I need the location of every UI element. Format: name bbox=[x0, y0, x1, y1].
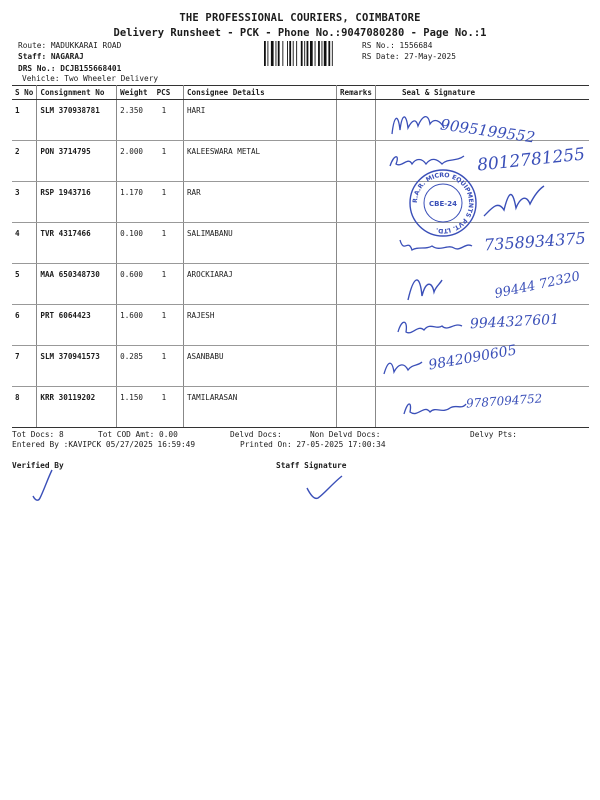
barcode-bar bbox=[287, 41, 288, 66]
col-weight: Weight bbox=[117, 86, 154, 100]
row-pcs: 1 bbox=[154, 182, 184, 223]
handwritten-phone-8: 9787094752 bbox=[465, 391, 543, 411]
barcode-bar bbox=[324, 41, 327, 66]
barcode-bar bbox=[315, 41, 316, 66]
signature-scribble-5 bbox=[404, 270, 444, 304]
vehicle-label: Vehicle: Two Wheeler Delivery bbox=[22, 74, 159, 83]
barcode-bar bbox=[282, 41, 283, 66]
staff-signature-tick bbox=[304, 472, 344, 502]
row-remarks bbox=[336, 182, 375, 223]
runsheet-title: Delivery Runsheet - PCK - Phone No.:9047080280 - Page No.:1 bbox=[113, 27, 487, 39]
row-weight: 0.100 bbox=[117, 223, 154, 264]
signature-scribble-4 bbox=[396, 232, 476, 258]
row-consignee: HARI bbox=[183, 100, 336, 141]
signature-scribble-3 bbox=[478, 180, 550, 224]
row-weight: 2.000 bbox=[117, 141, 154, 182]
row-pcs: 1 bbox=[154, 387, 184, 428]
row-sno: 5 bbox=[12, 264, 37, 305]
row-pcs: 1 bbox=[154, 264, 184, 305]
row-consignee: RAR bbox=[183, 182, 336, 223]
row-sno: 6 bbox=[12, 305, 37, 346]
barcode-bar bbox=[332, 41, 333, 66]
company-name: THE PROFESSIONAL COURIERS, COIMBATORE bbox=[179, 12, 421, 24]
barcode-bar bbox=[328, 41, 330, 66]
stamp-center-text: CBE-24 bbox=[429, 200, 457, 208]
row-sno: 3 bbox=[12, 182, 37, 223]
handwritten-phone-2: 8012781255 bbox=[476, 144, 586, 176]
row-consignment-no: KRR 30119202 bbox=[37, 387, 117, 428]
row-weight: 0.600 bbox=[117, 264, 154, 305]
row-remarks bbox=[336, 264, 375, 305]
col-sno: S No bbox=[12, 86, 37, 100]
row-consignment-no: TVR 4317466 bbox=[37, 223, 117, 264]
col-pcs: PCS bbox=[154, 86, 184, 100]
col-consignee: Consignee Details bbox=[183, 86, 336, 100]
row-weight: 1.600 bbox=[117, 305, 154, 346]
barcode-bar bbox=[276, 41, 277, 66]
barcode-bar bbox=[296, 41, 297, 66]
staff-signature-label: Staff Signature bbox=[276, 461, 347, 470]
handwritten-phone-6: 9944327601 bbox=[469, 311, 560, 333]
col-consignment-no: Consignment No bbox=[37, 86, 117, 100]
total-docs: Tot Docs: 8 bbox=[12, 430, 64, 439]
non-delivered-docs: Non Delvd Docs: bbox=[310, 430, 381, 439]
barcode-bar bbox=[322, 41, 323, 66]
barcode-bar bbox=[318, 41, 320, 66]
handwritten-phone-4: 7358934375 bbox=[483, 228, 587, 255]
barcode-bar bbox=[267, 41, 268, 66]
total-cod-amount: Tot COD Amt: 0.00 bbox=[98, 430, 178, 439]
barcode-bar bbox=[310, 41, 313, 66]
row-sno: 2 bbox=[12, 141, 37, 182]
signature-scribble-6 bbox=[394, 312, 466, 340]
signature-scribble-8 bbox=[398, 394, 470, 422]
row-consignment-no: SLM 370941573 bbox=[37, 346, 117, 387]
row-pcs: 1 bbox=[154, 223, 184, 264]
barcode-bar bbox=[278, 41, 280, 66]
row-consignment-no: RSP 1943716 bbox=[37, 182, 117, 223]
row-remarks bbox=[336, 346, 375, 387]
signature-scribble-7 bbox=[380, 352, 426, 380]
barcode-bar bbox=[271, 41, 274, 66]
row-consignee: RAJESH bbox=[183, 305, 336, 346]
route-label: Route: MADUKKARAI ROAD bbox=[18, 41, 122, 50]
drs-number: DRS No.: DCJB155668401 bbox=[18, 64, 122, 73]
entered-by: Entered By :KAVIPCK 05/27/2025 16:59:49 bbox=[12, 440, 196, 449]
row-weight: 0.285 bbox=[117, 346, 154, 387]
col-remarks: Remarks bbox=[336, 86, 375, 100]
rs-number: RS No.: 1556684 bbox=[362, 41, 433, 50]
company-seal-stamp bbox=[408, 168, 478, 238]
barcode-bar bbox=[301, 41, 303, 66]
row-consignment-no: PON 3714795 bbox=[37, 141, 117, 182]
rs-date: RS Date: 27-May-2025 bbox=[362, 52, 456, 61]
row-weight: 1.150 bbox=[117, 387, 154, 428]
row-pcs: 1 bbox=[154, 141, 184, 182]
col-seal-signature: Seal & Signature bbox=[375, 86, 589, 100]
row-weight: 1.170 bbox=[117, 182, 154, 223]
row-consignee: SALIMABANU bbox=[183, 223, 336, 264]
row-pcs: 1 bbox=[154, 100, 184, 141]
row-consignment-no: SLM 370938781 bbox=[37, 100, 117, 141]
handwritten-phone-5: 99444 72320 bbox=[493, 269, 582, 302]
row-pcs: 1 bbox=[154, 346, 184, 387]
row-remarks bbox=[336, 100, 375, 141]
row-sno: 4 bbox=[12, 223, 37, 264]
barcode-bar bbox=[264, 41, 266, 66]
row-remarks bbox=[336, 141, 375, 182]
delivered-docs: Delvd Docs: bbox=[230, 430, 282, 439]
barcode-bar bbox=[307, 41, 309, 66]
delivery-points: Delvy Pts: bbox=[470, 430, 517, 439]
row-pcs: 1 bbox=[154, 305, 184, 346]
barcode-bar bbox=[289, 41, 291, 66]
row-sno: 8 bbox=[12, 387, 37, 428]
row-consignee: KALEESWARA METAL bbox=[183, 141, 336, 182]
row-consignee: AROCKIARAJ bbox=[183, 264, 336, 305]
barcode-bar bbox=[304, 41, 305, 66]
signature-scribble-1 bbox=[388, 106, 448, 142]
row-weight: 2.350 bbox=[117, 100, 154, 141]
row-sno: 1 bbox=[12, 100, 37, 141]
printed-on: Printed On: 27-05-2025 17:00:34 bbox=[240, 440, 386, 449]
stamp-ring-text: R.A.R. MICRO EQUIPMENTS PVT. LTD. bbox=[411, 171, 475, 235]
verified-by-label: Verified By bbox=[12, 461, 64, 470]
row-consignee: ASANBABU bbox=[183, 346, 336, 387]
staff-label: Staff: NAGARAJ bbox=[18, 52, 84, 61]
table-header-row bbox=[12, 86, 589, 100]
row-sno: 7 bbox=[12, 346, 37, 387]
row-remarks bbox=[336, 387, 375, 428]
barcode-bar bbox=[293, 41, 294, 66]
handwritten-phone-1: 9095199552 bbox=[439, 115, 537, 147]
row-remarks bbox=[336, 223, 375, 264]
verified-signature-tick bbox=[30, 468, 54, 504]
row-remarks bbox=[336, 305, 375, 346]
barcode-icon bbox=[263, 41, 357, 66]
row-consignment-no: MAA 650348730 bbox=[37, 264, 117, 305]
row-consignment-no: PRT 6064423 bbox=[37, 305, 117, 346]
row-consignee: TAMILARASAN bbox=[183, 387, 336, 428]
handwritten-phone-7: 9842090605 bbox=[427, 342, 518, 374]
